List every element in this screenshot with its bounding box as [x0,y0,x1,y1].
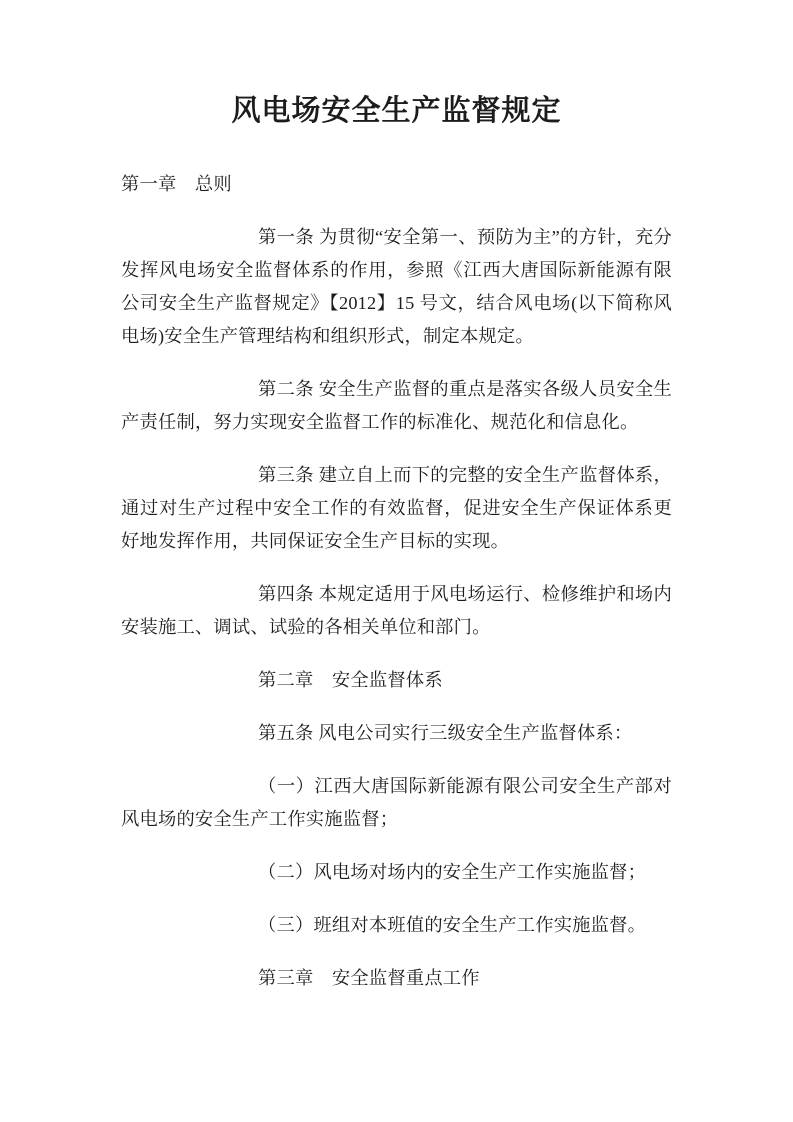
article-5: 第五条 风电公司实行三级安全生产监督体系： [258,723,633,743]
article-1: 第一条 为贯彻“安全第一、预防为主”的方针，充分发挥风电场安全监督体系的作用，参照《江西大唐国际新能源有限公司安全生产监督规定》【2012】15 号文，结合风电场(以下简称风电场)安全生产管理结构和组织形式，制定本规定。 [121,227,672,346]
chapter-2-heading: 第二章 安全监督体系 [258,670,443,690]
list-item-2: （二）风电场对场内的安全生产工作实施监督； [258,862,647,882]
chapter-3-heading: 第三章 安全监督重点工作 [258,968,480,988]
article-2: 第二条 安全生产监督的重点是落实各级人员安全生产责任制，努力实现安全监督工作的标准化、规范化和信息化。 [121,379,672,432]
article-3: 第三条 建立自上而下的完整的安全生产监督体系，通过对生产过程中安全工作的有效监督，促进安全生产保证体系更好地发挥作用，共同保证安全生产目标的实现。 [121,465,672,551]
list-item-1: （一）江西大唐国际新能源有限公司安全生产部对风电场的安全生产工作实施监督； [121,776,672,829]
chapter-1-heading: 第一章 总则 [121,174,232,194]
article-4: 第四条 本规定适用于风电场运行、检修维护和场内安装施工、调试、试验的各相关单位和部门。 [121,584,672,637]
document-title: 风电场安全生产监督规定 [231,95,562,127]
list-item-3: （三）班组对本班值的安全生产工作实施监督。 [258,915,647,935]
